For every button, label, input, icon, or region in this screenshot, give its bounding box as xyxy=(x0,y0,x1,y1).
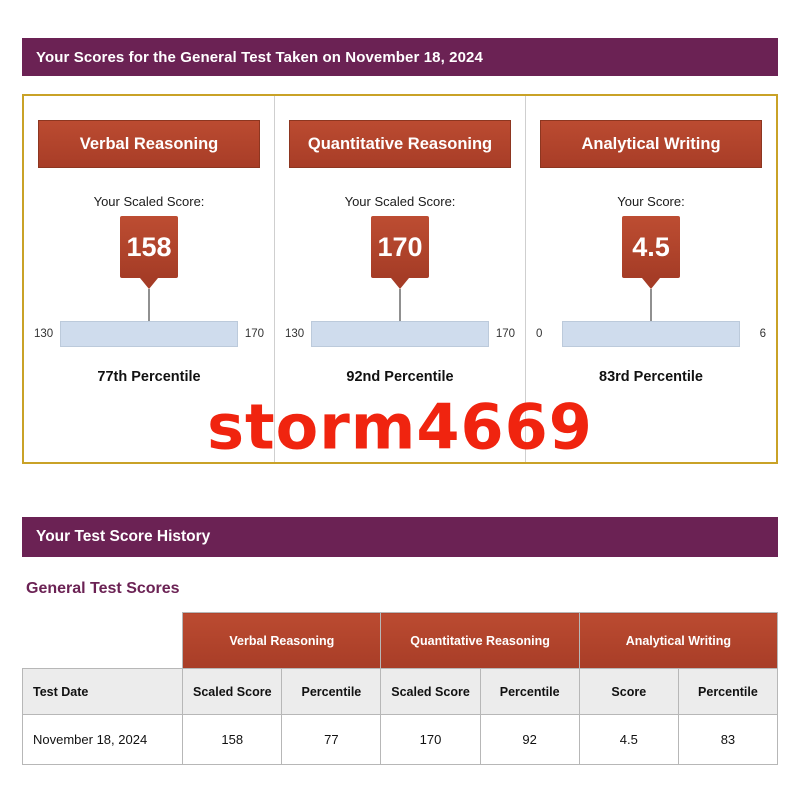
cell-writing-percentile: 83 xyxy=(678,715,777,765)
cell-verbal-percentile: 77 xyxy=(282,715,381,765)
score-card-scale xyxy=(285,321,515,347)
table-header-quant-percentile: Percentile xyxy=(480,669,579,715)
score-card-quantitative-reasoning xyxy=(275,96,526,462)
table-header-writing-percentile: Percentile xyxy=(678,669,777,715)
score-card-score-label: Your Scaled Score: xyxy=(344,194,456,209)
table-header-verbal-scaled-score: Scaled Score xyxy=(183,669,282,715)
score-history-table xyxy=(22,612,778,765)
table-group-header-quantitative: Quantitative Reasoning xyxy=(381,613,579,669)
table-group-header-row xyxy=(23,613,778,669)
scale-max-label: 170 xyxy=(495,328,515,340)
table-row xyxy=(23,715,778,765)
table-corner-cell xyxy=(23,613,183,669)
scale-max-label: 6 xyxy=(759,328,766,340)
score-card-value: 4.5 xyxy=(622,216,680,278)
cell-test-date: November 18, 2024 xyxy=(23,715,183,765)
table-header-writing-score: Score xyxy=(579,669,678,715)
score-card-scale xyxy=(536,321,766,347)
table-group-header-verbal: Verbal Reasoning xyxy=(183,613,381,669)
pointer-triangle-icon xyxy=(391,278,409,289)
score-card-scale xyxy=(34,321,264,347)
score-report-header: Your Scores for the General Test Taken on November 18, 2024 xyxy=(22,38,778,76)
score-card-percentile: 77th Percentile xyxy=(97,369,201,385)
watermark-text: storm4669 xyxy=(207,390,593,464)
scale-min-label: 130 xyxy=(34,328,54,340)
scale-max-label: 170 xyxy=(244,328,264,340)
table-header-test-date: Test Date xyxy=(23,669,183,715)
table-header-quant-scaled-score: Scaled Score xyxy=(381,669,480,715)
score-card-title: Verbal Reasoning xyxy=(38,120,260,168)
score-card-percentile: 83rd Percentile xyxy=(599,369,703,385)
pointer-triangle-icon xyxy=(642,278,660,289)
score-card-analytical-writing xyxy=(526,96,776,462)
score-card-score-label: Your Scaled Score: xyxy=(93,194,205,209)
scale-track xyxy=(562,321,740,347)
table-group-header-analytical: Analytical Writing xyxy=(579,613,777,669)
score-card-percentile: 92nd Percentile xyxy=(346,369,454,385)
table-header-verbal-percentile: Percentile xyxy=(282,669,381,715)
score-history-header: Your Test Score History xyxy=(22,517,778,557)
score-summary-box xyxy=(22,94,778,464)
score-card-value: 170 xyxy=(371,216,429,278)
cell-writing-score: 4.5 xyxy=(579,715,678,765)
score-card-title: Analytical Writing xyxy=(540,120,762,168)
cell-verbal-scaled-score: 158 xyxy=(183,715,282,765)
scale-min-label: 130 xyxy=(285,328,305,340)
scale-track xyxy=(60,321,238,347)
score-history-subtitle: General Test Scores xyxy=(26,580,180,597)
score-card-title: Quantitative Reasoning xyxy=(289,120,511,168)
score-card-verbal-reasoning xyxy=(24,96,275,462)
cell-quant-scaled-score: 170 xyxy=(381,715,480,765)
score-cards xyxy=(24,96,776,462)
scale-track xyxy=(311,321,489,347)
scale-min-label: 0 xyxy=(536,328,543,340)
score-card-value: 158 xyxy=(120,216,178,278)
score-card-score-label: Your Score: xyxy=(617,194,685,209)
table-sub-header-row xyxy=(23,669,778,715)
pointer-triangle-icon xyxy=(140,278,158,289)
cell-quant-percentile: 92 xyxy=(480,715,579,765)
